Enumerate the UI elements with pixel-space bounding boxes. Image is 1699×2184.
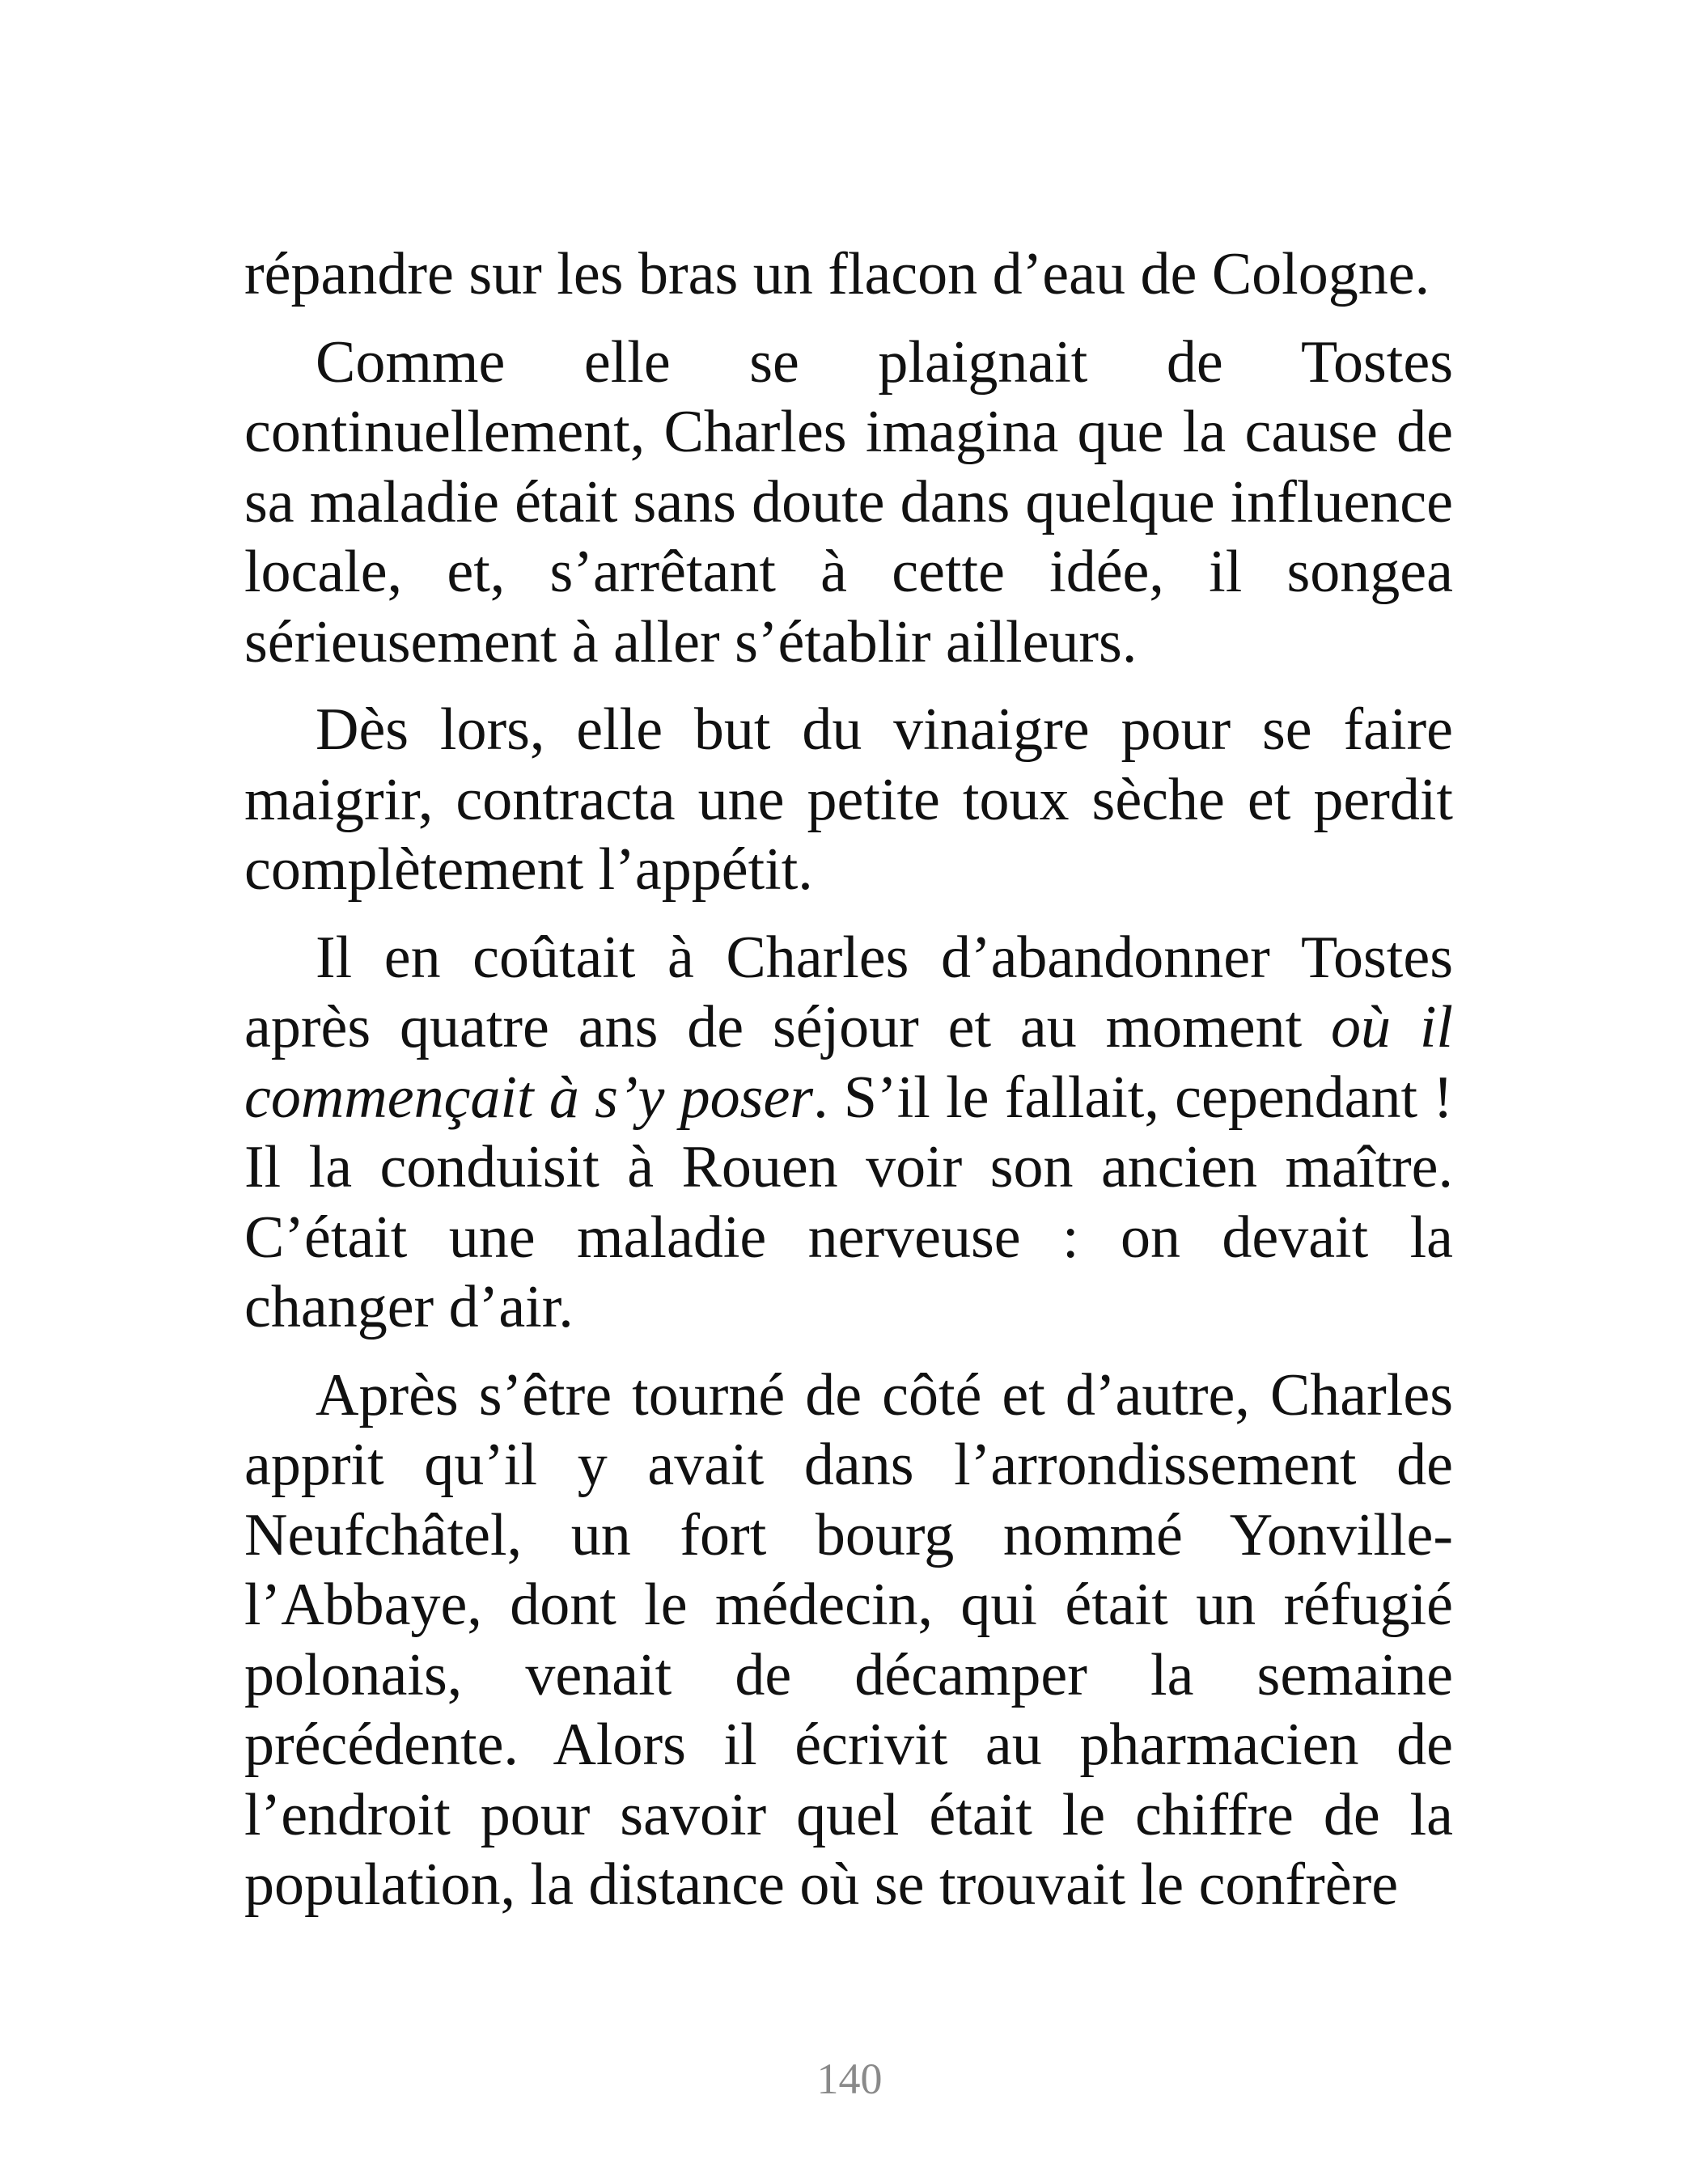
- italic-phrase: où il commençait à s’y poser: [244, 994, 1453, 1131]
- paragraph-continuation: répandre sur les bras un flacon d’eau de Cologne.: [244, 241, 1430, 307]
- paragraph-yonville: Après s’être tourné de côté et d’autre, Charles apprit qu’il y avait dans l’arrondissement de Neufchâtel, un fort bourg nommé Yonville-l’Abbaye, dont le médecin, qui était un réfugié polonais, venait de décamper la semaine précédente. Alors il écrivit au pharmacien de l’endroit pour savoir quel était le chiffre de la population, la distance où se trouvait le confrère: [244, 1361, 1453, 1918]
- paragraph-text-after-italic: . S’il le fallait, cependant ! Il la conduisit à Rouen voir son ancien maître. C’était une maladie nerveuse : on devait la changer d’air.: [244, 1064, 1453, 1340]
- page-body: [244, 239, 1453, 1938]
- paragraph-tostes-complaint: Comme elle se plaignait de Tostes continuellement, Charles imagina que la cause de sa maladie était sans doute dans quelque influence locale, et, s’arrêtant à cette idée, il songea sérieusement à aller s’établir ailleurs.: [244, 328, 1453, 675]
- page-number: 140: [816, 2055, 883, 2103]
- paragraph-vinegar: Dès lors, elle but du vinaigre pour se faire maigrir, contracta une petite toux sèche et perdit complètement l’appétit.: [244, 696, 1453, 903]
- paragraph-text-before-italic: Il en coûtait à Charles d’abandonner Tostes après quatre ans de séjour et au moment: [244, 924, 1453, 1060]
- paragraph-leaving-tostes: [244, 923, 1453, 1343]
